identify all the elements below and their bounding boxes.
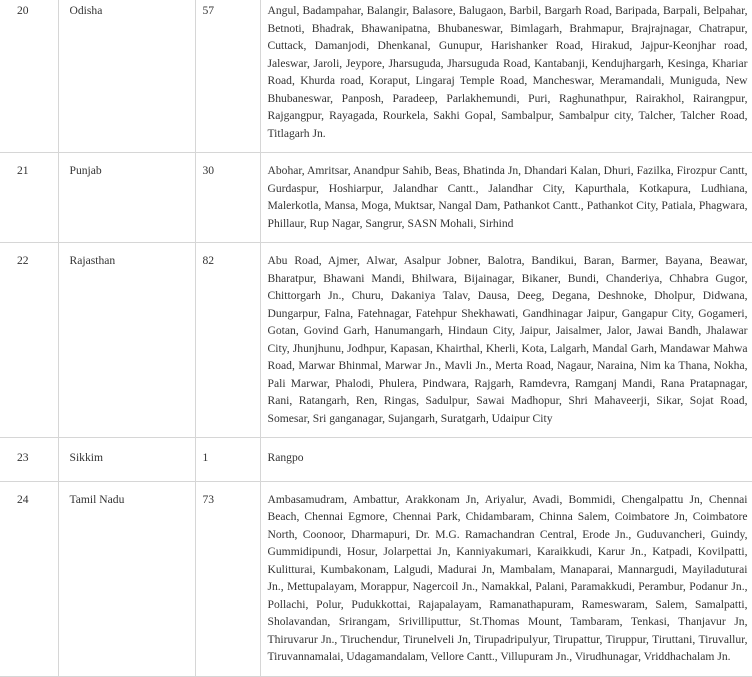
table-row: [0, 153, 752, 243]
station-count: 82: [195, 243, 260, 438]
station-list: Ambasamudram, Ambattur, Arakkonam Jn, Ariyalur, Avadi, Bommidi, Chengalpattu Jn, Chennai Beach, Chennai Egmore, Chennai Park, Chidambaram, Chinna Salem, Coimbatore Jn, Coimbatore North, Coonoor, Dharmapuri, Dr. M.G. Ramachandran Central, Erode Jn., Guduvancheri, Guindy, Gummidipundi, Hosur, Jolarpettai Jn, Kanniyakumari, Karaikkudi, Karur Jn., Katpadi, Kovilpatti, Kulitturai, Kumbakonam, Lalgudi, Madurai Jn, Mambalam, Manaparai, Mannargudi, Mayiladuturai Jn., Mettupalayam, Morappur, Nagercoil Jn., Namakkal, Palani, Paramakkudi, Perambur, Podanur Jn., Pollachi, Polur, Pudukkottai, Rajapalayam, Ramanathapuram, Rameswaram, Salem, Samalpatti, Sholavandan, Srirangam, Srivilliputtur, St.Thomas Mount, Tambaram, Tenkasi, Thanjavur Jn, Thiruvarur Jn., Tiruchendur, Tirunelveli Jn, Tirupadripulyur, Tirupattur, Tiruppur, Tiruttani, Tiruvallur, Tiruvannamalai, Udagamandalam, Vellore Cantt., Villupuram Jn., Virudhunagar, Vriddhachalam Jn.: [260, 481, 752, 676]
serial-number: 23: [0, 438, 58, 482]
serial-number: 22: [0, 243, 58, 438]
table-row: [0, 243, 752, 438]
table-row: [0, 0, 752, 153]
state-name: Rajasthan: [58, 243, 195, 438]
station-list: Abu Road, Ajmer, Alwar, Asalpur Jobner, Balotra, Bandikui, Baran, Barmer, Bayana, Beawar, Bharatpur, Bhawani Mandi, Bhilwara, Bijainagar, Bikaner, Bundi, Chanderiya, Chhabra Gugor, Chittorgarh Jn., Churu, Dakaniya Talav, Dausa, Deeg, Degana, Deshnoke, Dholpur, Didwana, Dungarpur, Falna, Fatehnagar, Fatehpur Shekhawati, Gandhinagar Jaipur, Gangapur City, Gogameri, Gotan, Govind Garh, Hanumangarh, Hindaun City, Jaipur, Jaisalmer, Jalor, Jawai Bandh, Jhalawar City, Jhunjhunu, Jodhpur, Kapasan, Khairthal, Kherli, Kota, Lalgarh, Mandal Garh, Mandawar Mahwa Road, Marwar Bhinmal, Marwar Jn., Mavli Jn., Merta Road, Nagaur, Naraina, Nim ka Thana, Nokha, Pali Marwar, Phalodi, Phulera, Pindwara, Rajgarh, Ramdevra, Ramganj Mandi, Rana Pratapnagar, Rani, Ratangarh, Ren, Ringas, Sadulpur, Sawai Madhopur, Shri Mahaveerji, Sikar, Sojat Road, Somesar, Sri ganganagar, Sujangarh, Suratgarh, Udaipur City: [260, 243, 752, 438]
serial-number: 20: [0, 0, 58, 153]
station-count: 73: [195, 481, 260, 676]
station-list: Rangpo: [260, 438, 752, 482]
state-name: Tamil Nadu: [58, 481, 195, 676]
station-list: Angul, Badampahar, Balangir, Balasore, Balugaon, Barbil, Bargarh Road, Baripada, Barpali, Belpahar, Betnoti, Bhadrak, Bhawanipatna, Bhubaneswar, Bimlagarh, Brahmapur, Brajrajnagar, Chatrapur, Cuttack, Damanjodi, Dhenkanal, Gunupur, Harishanker Road, Hirakud, Jajpur-Keonjhar road, Jaleswar, Jaroli, Jeypore, Jharsuguda, Jharsuguda Road, Kantabanji, Kendujhargarh, Kesinga, Khariar Road, Khurda road, Koraput, Lingaraj Temple Road, Mancheswar, Meramandali, Muniguda, New Bhubaneswar, Panposh, Paradeep, Parlakhemundi, Puri, Raghunathpur, Rairakhol, Rairangpur, Rajgangpur, Rayagada, Rourkela, Sakhi Gopal, Sambalpur, Sambalpur city, Talcher, Talcher Road, Titlagarh Jn.: [260, 0, 752, 153]
table-row: [0, 481, 752, 676]
serial-number: 21: [0, 153, 58, 243]
station-count: 1: [195, 438, 260, 482]
table-row: [0, 438, 752, 482]
station-count: 30: [195, 153, 260, 243]
state-name: Punjab: [58, 153, 195, 243]
state-name: Odisha: [58, 0, 195, 153]
station-list: Abohar, Amritsar, Anandpur Sahib, Beas, Bhatinda Jn, Dhandari Kalan, Dhuri, Fazilka, Firozpur Cantt, Gurdaspur, Hoshiarpur, Jalandhar Cantt., Jalandhar City, Kapurthala, Kotkapura, Ludhiana, Malerkotla, Mansa, Moga, Muktsar, Nangal Dam, Pathankot Cantt., Pathankot City, Patiala, Phagwara, Phillaur, Rup Nagar, Sangrur, SASN Mohali, Sirhind: [260, 153, 752, 243]
serial-number: 24: [0, 481, 58, 676]
state-name: Sikkim: [58, 438, 195, 482]
station-count: 57: [195, 0, 260, 153]
